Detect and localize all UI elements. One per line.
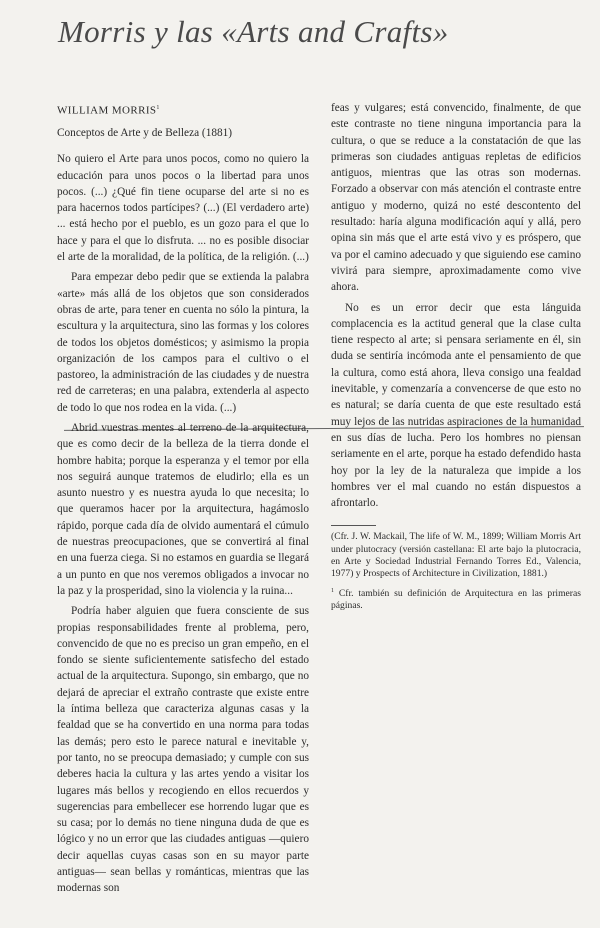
footnote: (Cfr. J. W. Mackail, The life of W. M., 1899; William Morris Art under plutocracy (versión castellana: El arte bajo la plutocracia, en Arte y Sociedad Industrial Fernando Torres Ed., Valencia, 1977) y Prospects of Architecture in Civilization, 1881.) [331, 531, 581, 580]
author-name: WILLIAM MORRIS [57, 104, 157, 117]
paragraph: Abrid vuestras mentes al terreno de la arquitectura, que es como decir de la belleza de la tierra donde el hombre habita; porque la esperanza y el temor por ella nos seguirá aunque tratemos de eludirlo; ella es un asunto nuestro y es nuestra ayuda lo que necesita; lo que queramos hacer por la arquitectura, hagámoslo rápido, porque cada día de olvido aumentará el cúmulo de nuestras preocupaciones, que se convertirá al final en una fuerza ciega. Si no estamos en guardia se llegará a un punto en que nos veremos obligados a invocar no la paz y la prosperidad, sino la violencia y la ruina... [57, 422, 309, 597]
left-column [57, 100, 309, 901]
footnote-mark: 1 [156, 105, 160, 111]
paragraph: No es un error decir que esta lánguida complacencia es la actitud general que la clase culta tiene respecto al arte; si pensara seriamente en él, sin duda se sentiría incómoda ante el pensamiento de que la cultura, como está ahora, lleva consigo una fealdad inevitable, y comenzaría a convencerse de que esto no es natural; se daría cuenta de que este resultado está muy lejos de las nutridas aspiraciones de la humanidad en sus días de lucha. Pero los hombres no piensan seriamente en el arte, porque ha estado defendido hasta hoy por la ley de la naturaleza que impide a los hombres ver el mal cuando no están dispuestos a afrontarlo. [331, 301, 581, 510]
article-subtitle: Conceptos de Arte y de Belleza (1881) [57, 126, 233, 139]
footnote-divider [331, 525, 376, 526]
footnote-mark: 1 [331, 587, 334, 594]
paragraph: feas y vulgares; está convencido, finalmente, de que este contraste no tiene ninguna importancia para la cultura, o que se reduce a la constatación de que las primeras son ciudades antiguas repletas de edificios antiguos, mientras que las otras son modernas. Forzado a observar con más atención el contraste entre antiguo y moderno, quizá no esté descontento del resultado: haría alguna modificación aquí y allá, pero opina sin más que el arte está vivo y es próspero, que va por el camino adecuado y que siguiendo ese camino vivirá para siempre, aproximadamente como vive ahora. [331, 102, 581, 294]
paragraph: No quiero el Arte para unos pocos, como no quiero la educación para unos pocos o la libertad para unos pocos. (...) ¿Qué fin tiene ocuparse del arte si no es para hacernos todos partícipes? (...) (El verdadero arte) ... está hecho por el pueblo, es un gozo para el que lo hace y para el que lo disfruta. ... no es posible disociar el arte de la moralidad, de la política, de la religión. (...) [57, 153, 309, 264]
footnote [331, 585, 581, 613]
author-heading [57, 100, 309, 119]
page-title: Morris y las «Arts and Crafts» [58, 14, 449, 49]
footnote-text: Cfr. también su definición de Arquitectura en las primeras páginas. [331, 587, 581, 612]
paragraph: Para empezar debo pedir que se extienda la palabra «arte» más allá de los objetos que son considerados obras de arte, para tener en cuenta no sólo la pintura, la escultura y la arquitectura, sino las formas y los colores de todos los objetos domésticos; y asimismo la propia organización de los campos para el cultivo o el pastoreo, la administración de las ciudades y de nuestra red de carreteras; en una palabra, extenderla al aspecto de todo lo que nos rodea en la vida. (...) [57, 271, 309, 414]
paragraph: Podría haber alguien que fuera consciente de sus propias responsabilidades frente al problema, pero, convencido de que no es preciso un gran empeño, en el fondo se siente suficientemente satisfecho del estado actual de la arquitectura. Supongo, sin embargo, que no dejará de apreciar el extraño contraste que existe entre la íntima belleza que caracteriza algunas casas y la fealdad que se ha convertido en una norma para todas las demás; pero esto le parece natural e inevitable y, por tanto, no se preocupa demasiado; y cumple con sus deberes hacia la cultura y las artes yendo a visitar los lugares más bellos y recogiendo en ellos recuerdos y sugerencias para embellecer ese horrendo lugar que es su casa; por lo demás no tiene ninguna duda de que es lógico y no un error que las ciudades antiguas —quiero decir aquellas cuyas casas son en su mayor parte antiguas— sean bellas y románticas, mientras que las modernas son [57, 605, 309, 895]
right-column [331, 100, 581, 616]
